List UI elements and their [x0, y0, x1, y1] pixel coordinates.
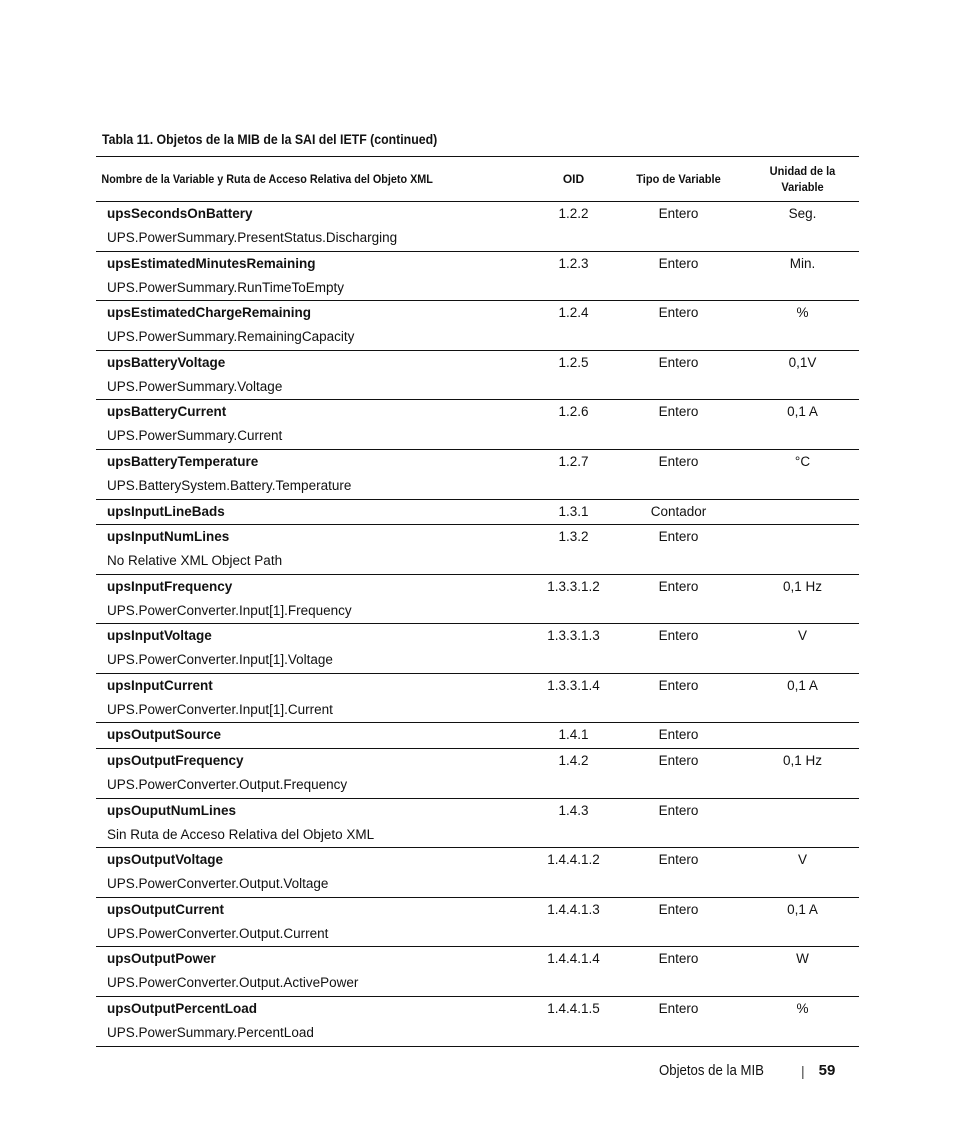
table-row — [96, 674, 859, 724]
cell-unit: 0,1 A — [787, 901, 818, 917]
cell-oid: 1.3.1 — [558, 503, 589, 519]
cell-name — [96, 202, 536, 251]
xml-object-path: UPS.PowerConverter.Output.Frequency — [107, 776, 348, 792]
cell-name — [96, 723, 536, 748]
cell-type: Entero — [658, 305, 699, 321]
table-row — [96, 848, 859, 898]
cell-type: Entero — [658, 802, 699, 818]
table-row — [96, 450, 859, 500]
cell-unit — [746, 500, 859, 525]
cell-type: Entero — [658, 453, 699, 469]
cell-name — [96, 749, 536, 798]
cell-type: Entero — [658, 628, 699, 644]
table-row — [96, 898, 859, 948]
cell-unit: 0,1V — [788, 354, 817, 370]
cell-unit: 0,1 A — [787, 677, 818, 693]
xml-object-path: Sin Ruta de Acceso Relativa del Objeto XML — [107, 826, 375, 842]
cell-oid: 1.3.3.1.2 — [547, 578, 600, 594]
page-footer — [659, 1062, 835, 1079]
cell-name — [96, 500, 536, 525]
variable-name: upsInputFrequency — [107, 578, 233, 594]
cell-oid: 1.2.5 — [558, 354, 589, 370]
cell-name — [96, 252, 536, 301]
xml-object-path: UPS.PowerSummary.PresentStatus.Discharging — [107, 230, 398, 245]
cell-name — [96, 351, 536, 400]
table-row — [96, 799, 859, 849]
cell-oid: 1.4.1 — [558, 727, 589, 743]
cell-oid: 1.3.3.1.3 — [547, 628, 600, 644]
cell-unit — [746, 723, 859, 748]
cell-name — [96, 450, 536, 499]
cell-unit: % — [796, 305, 809, 321]
cell-unit: 0,1 A — [787, 404, 818, 420]
xml-object-path: UPS.PowerSummary.RemainingCapacity — [107, 329, 355, 345]
variable-name: upsSecondsOnBattery — [107, 206, 253, 221]
cell-unit: Min. — [789, 255, 816, 271]
variable-name: upsOutputFrequency — [107, 752, 244, 768]
table-row — [96, 202, 859, 252]
cell-unit: 0,1 Hz — [782, 752, 823, 768]
cell-oid: 1.2.4 — [558, 305, 589, 321]
variable-name: upsEstimatedChargeRemaining — [107, 305, 312, 321]
variable-name: upsInputLineBads — [107, 503, 225, 519]
variable-name: upsOuputNumLines — [107, 802, 236, 818]
cell-unit: V — [797, 852, 807, 868]
cell-type: Entero — [658, 951, 699, 967]
cell-oid: 1.2.3 — [558, 255, 589, 271]
cell-name — [96, 898, 536, 947]
cell-oid: 1.3.2 — [558, 529, 589, 545]
cell-oid: 1.2.6 — [558, 404, 589, 420]
xml-object-path: UPS.PowerConverter.Output.Current — [107, 925, 329, 941]
cell-type: Contador — [650, 503, 707, 519]
table-row — [96, 624, 859, 674]
variable-name: upsOutputCurrent — [107, 901, 224, 917]
cell-oid: 1.4.3 — [558, 802, 589, 818]
cell-oid: 1.4.2 — [558, 752, 589, 768]
table-header — [96, 156, 859, 202]
xml-object-path: UPS.PowerSummary.RunTimeToEmpty — [107, 279, 345, 295]
footer-section-title: Objetos de la MIB — [659, 1062, 764, 1079]
cell-name — [96, 947, 536, 996]
footer-separator: | — [801, 1062, 805, 1079]
variable-name: upsOutputPower — [107, 951, 216, 967]
cell-name — [96, 799, 536, 848]
xml-object-path: UPS.PowerSummary.Voltage — [107, 378, 283, 394]
cell-name — [96, 525, 536, 574]
cell-type: Entero — [658, 578, 699, 594]
cell-oid: 1.2.7 — [558, 453, 589, 469]
cell-oid: 1.2.2 — [558, 206, 589, 221]
mib-objects-table — [96, 156, 859, 1047]
cell-type: Entero — [658, 1000, 699, 1016]
cell-name — [96, 624, 536, 673]
cell-unit — [746, 799, 859, 848]
header-type: Tipo de Variable — [636, 172, 721, 186]
table-row — [96, 301, 859, 351]
cell-type: Entero — [658, 404, 699, 420]
table-row — [96, 749, 859, 799]
variable-name: upsInputVoltage — [107, 628, 212, 644]
variable-name: upsOutputPercentLoad — [107, 1000, 258, 1016]
variable-name: upsBatteryTemperature — [107, 453, 259, 469]
variable-name: upsInputNumLines — [107, 529, 230, 545]
table-row — [96, 400, 859, 450]
cell-type: Entero — [658, 901, 699, 917]
cell-unit — [746, 525, 859, 574]
xml-object-path: UPS.PowerConverter.Input[1].Frequency — [107, 602, 352, 618]
cell-type: Entero — [658, 727, 699, 743]
cell-type: Entero — [658, 852, 699, 868]
cell-oid: 1.4.4.1.3 — [547, 901, 600, 917]
table-row — [96, 575, 859, 625]
cell-type: Entero — [658, 255, 699, 271]
xml-object-path: UPS.PowerConverter.Input[1].Current — [107, 701, 333, 717]
cell-name — [96, 400, 536, 449]
cell-unit: % — [796, 1000, 809, 1016]
cell-type: Entero — [658, 206, 699, 221]
cell-unit: Seg. — [788, 206, 817, 221]
table-body — [96, 202, 859, 1047]
table-row — [96, 500, 859, 526]
cell-type: Entero — [658, 354, 699, 370]
cell-oid: 1.4.4.1.2 — [547, 852, 600, 868]
xml-object-path: UPS.PowerSummary.Current — [107, 428, 283, 444]
cell-type: Entero — [658, 752, 699, 768]
cell-type: Entero — [658, 677, 699, 693]
table-row — [96, 723, 859, 749]
xml-object-path: UPS.PowerConverter.Input[1].Voltage — [107, 652, 333, 668]
header-oid: OID — [562, 172, 585, 186]
cell-unit: W — [796, 951, 809, 967]
xml-object-path: No Relative XML Object Path — [107, 553, 283, 569]
header-unit: Unidad de la Variable — [769, 164, 836, 194]
cell-name — [96, 575, 536, 624]
cell-name — [96, 997, 536, 1046]
cell-type: Entero — [658, 529, 699, 545]
cell-name — [96, 848, 536, 897]
cell-unit: V — [797, 628, 807, 644]
variable-name: upsInputCurrent — [107, 677, 213, 693]
variable-name: upsBatteryVoltage — [107, 354, 226, 370]
variable-name: upsOutputVoltage — [107, 852, 223, 868]
table-row — [96, 947, 859, 997]
xml-object-path: UPS.PowerSummary.PercentLoad — [107, 1024, 314, 1040]
cell-name — [96, 674, 536, 723]
table-caption: Tabla 11. Objetos de la MIB de la SAI del IETF (continued) — [102, 131, 438, 147]
cell-oid: 1.4.4.1.5 — [547, 1000, 600, 1016]
xml-object-path: UPS.PowerConverter.Output.Voltage — [107, 876, 329, 892]
cell-unit: 0,1 Hz — [782, 578, 823, 594]
cell-oid: 1.3.3.1.4 — [547, 677, 600, 693]
page-number: 59 — [818, 1062, 836, 1079]
variable-name: upsBatteryCurrent — [107, 404, 227, 420]
cell-oid: 1.4.4.1.4 — [547, 951, 600, 967]
variable-name: upsEstimatedMinutesRemaining — [107, 255, 316, 271]
table-row — [96, 997, 859, 1047]
table-row — [96, 525, 859, 575]
xml-object-path: UPS.BatterySystem.Battery.Temperature — [107, 477, 352, 493]
variable-name: upsOutputSource — [107, 727, 221, 743]
table-row — [96, 252, 859, 302]
cell-name — [96, 301, 536, 350]
table-row — [96, 351, 859, 401]
header-name: Nombre de la Variable y Ruta de Acceso Relativa del Objeto XML — [101, 172, 433, 186]
cell-unit: °C — [794, 453, 811, 469]
xml-object-path: UPS.PowerConverter.Output.ActivePower — [107, 975, 359, 991]
